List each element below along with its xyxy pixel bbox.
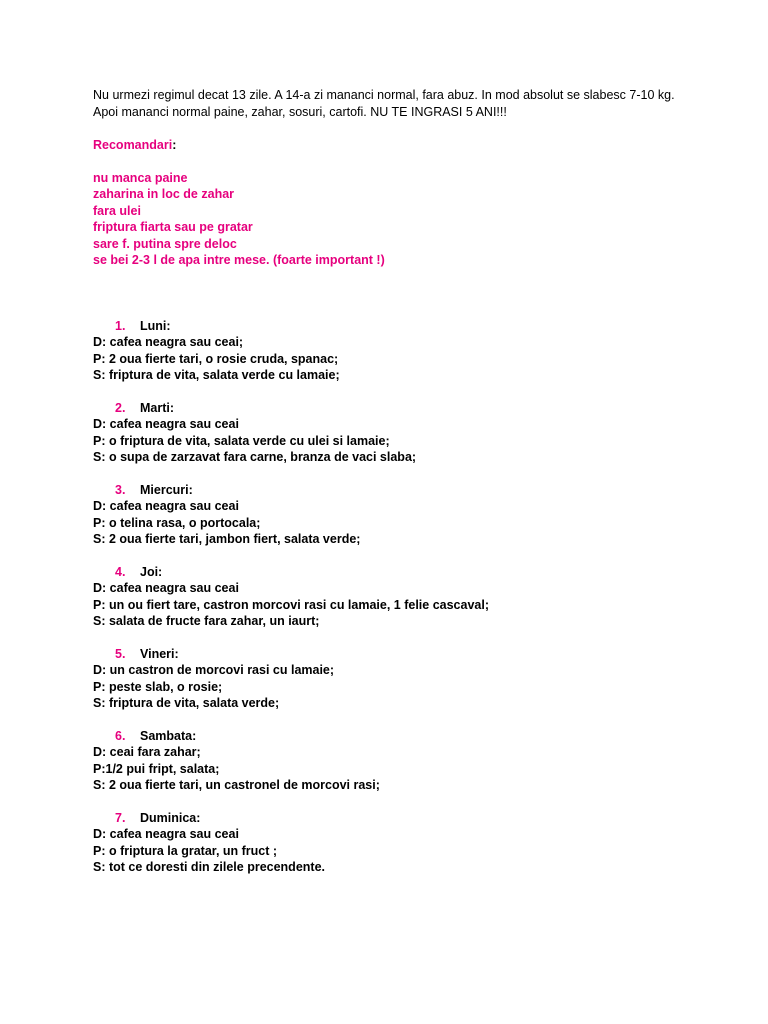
meal-breakfast: D: ceai fara zahar; (93, 745, 201, 760)
day-number: 7. (115, 811, 126, 825)
meal-dinner: S: salata de fructe fara zahar, un iaurt; (93, 614, 320, 629)
day-number: 1. (115, 319, 126, 333)
recommendations-heading-text: Recomandari (93, 138, 173, 152)
meal-lunch: P: o telina rasa, o portocala; (93, 515, 261, 530)
day-name: Duminica: (140, 811, 201, 825)
day-number: 4. (115, 565, 126, 579)
day-plan (93, 646, 713, 712)
meal-dinner: S: 2 oua fierte tari, jambon fiert, salata verde; (93, 532, 361, 547)
day-plan-list (93, 318, 713, 892)
meal-breakfast: D: cafea neagra sau ceai (93, 417, 239, 432)
meal-breakfast: D: cafea neagra sau ceai (93, 499, 239, 514)
meal-dinner: S: friptura de vita, salata verde cu lamaie; (93, 368, 340, 383)
day-name: Sambata: (140, 729, 197, 743)
meal-lunch: P: o friptura la gratar, un fruct ; (93, 843, 278, 858)
meal-breakfast: D: cafea neagra sau ceai (93, 581, 239, 596)
day-name: Joi: (140, 565, 163, 579)
day-plan (93, 482, 713, 548)
meal-lunch: P:1/2 pui fript, salata; (93, 761, 220, 776)
meal-lunch: P: peste slab, o rosie; (93, 679, 223, 694)
meal-lunch: P: un ou fiert tare, castron morcovi rasi cu lamaie, 1 felie cascaval; (93, 597, 489, 612)
day-number: 3. (115, 483, 126, 497)
meal-dinner: S: 2 oua fierte tari, un castronel de morcovi rasi; (93, 778, 380, 793)
meal-breakfast: D: cafea neagra sau ceai; (93, 335, 244, 350)
recommendations-list (93, 170, 385, 268)
day-name: Miercuri: (140, 483, 193, 497)
recommendations-heading (93, 137, 176, 154)
recommendations-heading-colon: : (172, 138, 177, 152)
intro-paragraph: Nu urmezi regimul decat 13 zile. A 14-a zi mananci normal, fara abuz. In mod absolut se slabesc 7-10 kg. Apoi mananci normal paine, zahar, sosuri, cartofi. NU TE INGRASI 5 ANI!!! (93, 88, 675, 119)
day-name: Marti: (140, 401, 175, 415)
day-number: 2. (115, 401, 126, 415)
recommendation-item: friptura fiarta sau pe gratar (93, 220, 253, 235)
meal-breakfast: D: un castron de morcovi rasi cu lamaie; (93, 663, 335, 678)
day-name: Luni: (140, 319, 171, 333)
day-plan (93, 810, 713, 876)
meal-dinner: S: tot ce doresti din zilele precendente. (93, 860, 325, 875)
recommendation-item: sare f. putina spre deloc (93, 236, 237, 251)
meal-lunch: P: o friptura de vita, salata verde cu ulei si lamaie; (93, 433, 390, 448)
day-plan (93, 318, 713, 384)
meal-dinner: S: o supa de zarzavat fara carne, branza de vaci slaba; (93, 450, 417, 465)
meal-lunch: P: 2 oua fierte tari, o rosie cruda, spanac; (93, 351, 339, 366)
recommendation-item: zaharina in loc de zahar (93, 187, 235, 202)
day-name: Vineri: (140, 647, 179, 661)
day-plan (93, 728, 713, 794)
recommendation-item: se bei 2-3 l de apa intre mese. (foarte important !) (93, 253, 385, 268)
day-plan (93, 564, 713, 630)
day-number: 6. (115, 729, 126, 743)
meal-breakfast: D: cafea neagra sau ceai (93, 827, 239, 842)
day-number: 5. (115, 647, 126, 661)
meal-dinner: S: friptura de vita, salata verde; (93, 696, 280, 711)
recommendation-item: fara ulei (93, 203, 141, 218)
day-plan (93, 400, 713, 466)
recommendation-item: nu manca paine (93, 171, 188, 185)
